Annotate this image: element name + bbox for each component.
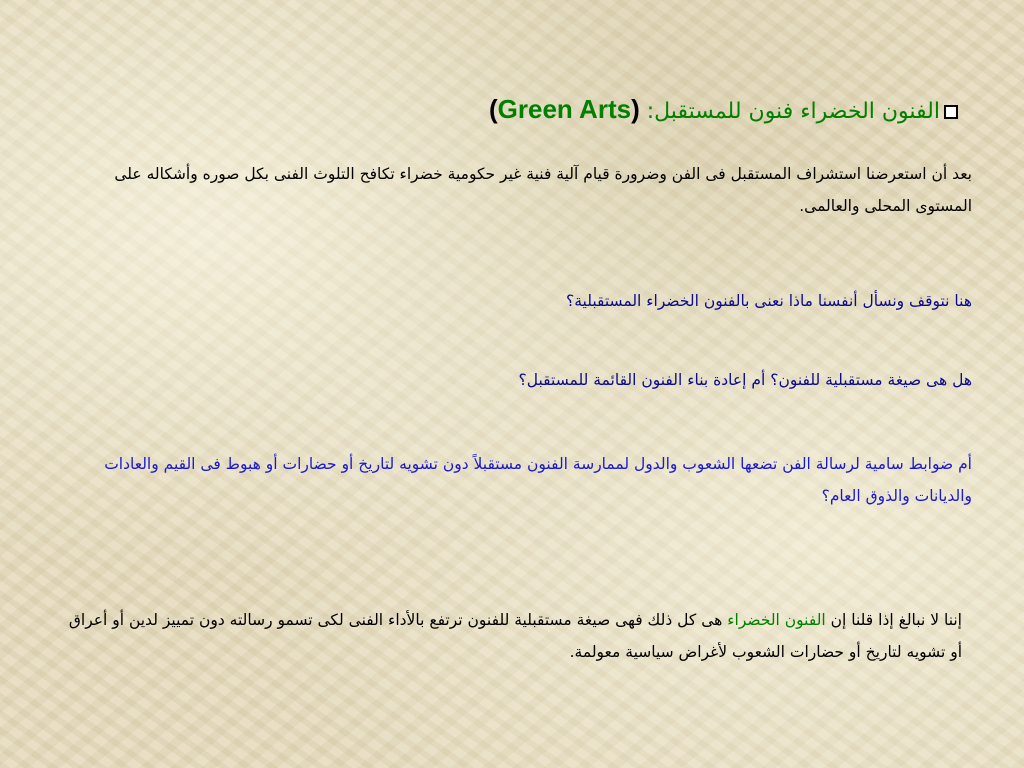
question-3: أم ضوابط سامية لرسالة الفن تضعها الشعوب والدول لممارسة الفنون مستقبلاً دون تشويه لتاريخ أو حضارات أو هبوط فى القيم والعادات والديانات والذوق العام؟ <box>104 455 972 505</box>
green-arts-highlight: الفنون الخضراء <box>727 611 826 629</box>
title-arabic: الفنون الخضراء فنون للمستقبل: <box>646 99 940 124</box>
conclusion-paragraph <box>60 604 962 668</box>
intro-paragraph: بعد أن استعرضنا استشراف المستقبل فى الفن وضرورة قيام آلية فنية غير حكومية خضراء تكافح التلوث الفنى بكل صوره وأشكاله على المستوى المحلى والعالمى. <box>114 165 972 215</box>
checkbox-bullet-icon <box>944 105 958 119</box>
conclusion-text-end: هى كل ذلك فهى صيغة مستقبلية للفنون ترتفع بالأداء الفنى لكى تسمو رسالته دون تمييز لدين أو أعراق أو تشويه لتاريخ أو حضارات الشعوب لأغراض سياسية معولمة. <box>68 611 962 661</box>
question-2: هل هى صيغة مستقبلية للفنون؟ أم إعادة بناء الفنون القائمة للمستقبل؟ <box>518 371 972 389</box>
title-english: Green Arts <box>497 94 632 124</box>
conclusion-text-start: إننا لا نبالغ إذا قلنا إن <box>825 611 962 629</box>
slide-title <box>80 92 958 129</box>
question-1: هنا نتوقف ونسأل أنفسنا ماذا نعنى بالفنون الخضراء المستقبلية؟ <box>565 292 972 310</box>
title-close-paren: ) <box>488 94 498 124</box>
title-open-paren: ( <box>631 94 640 124</box>
